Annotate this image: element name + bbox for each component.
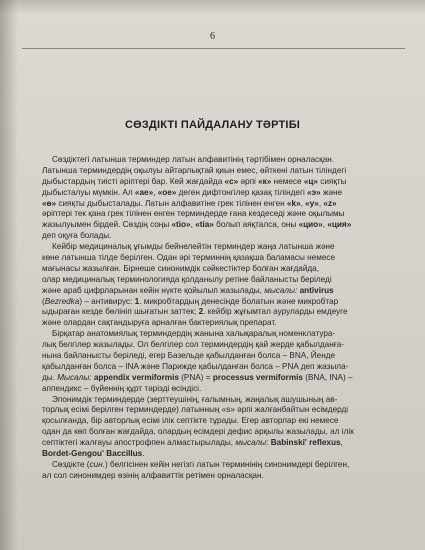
text-run: ыдыраған кезде бөлініп шығатын заттек;: [42, 307, 199, 317]
text-run: мысалы:: [235, 438, 269, 448]
text-run: ,: [153, 187, 158, 197]
text-run: «ц»: [303, 176, 318, 186]
text-run: «ae»: [134, 187, 154, 197]
text-run: жазылуымен бірдей. Сөздің соңы: [42, 220, 172, 230]
text-run: Babinski' reflexus: [270, 438, 341, 448]
text-line: [42, 427, 394, 438]
text-run: antivirus: [299, 285, 334, 295]
text-line: [42, 242, 394, 253]
text-run: ,: [322, 220, 328, 230]
text-run: «tia»: [195, 220, 214, 230]
text-run: сияқты дыбысталады. Латын алфавитіне грек тілінен енген: [56, 198, 287, 208]
text-run: олар медициналық терминологияда қолданылу ретіне байланысты беріледі: [42, 274, 332, 284]
text-line: [42, 460, 394, 471]
text-line: [42, 395, 394, 406]
text-run: ал сол синонимдер өзінің алфавиттік ретімен орналасқан.: [42, 470, 264, 480]
text-run: Bezredka: [44, 296, 80, 306]
text-run: ,: [190, 220, 196, 230]
page-number: 6: [210, 31, 215, 42]
text-run: дыбыстардың тиісті әріптері бар. Кей жағдайда: [42, 176, 225, 186]
text-line: [42, 351, 394, 362]
text-run: .: [142, 449, 145, 459]
text-line: [42, 340, 394, 351]
text-line: [42, 275, 394, 286]
text-run: мағынасы жазылған. Бірнеше синонимдік сәйкестіктер болған жағдайда,: [42, 263, 320, 273]
text-run: ды.: [42, 372, 58, 382]
text-run: ) белгісінен кейін негізгі латын терминінің синонимдері берілген,: [104, 459, 350, 469]
text-run: . микробтардың денесінде болатын және микробтар: [139, 296, 339, 306]
text-line: [42, 188, 394, 199]
text-run: қосылғанда, бір авторлық есімі ілік септікте тұрады. Егер авторлар екі немесе: [42, 416, 339, 426]
text-run: торлық есімі берілген терминдерде) латынның «s» әрпі жалғанбайтын есімдерді: [42, 405, 349, 415]
text-run: мысалы:: [264, 285, 298, 295]
text-run: «с»: [224, 176, 239, 186]
text-line: [42, 264, 394, 275]
text-run: «k»: [286, 198, 301, 208]
text-run: син.: [89, 459, 105, 469]
text-run: 2: [198, 307, 204, 317]
text-run: және олардан сақтандыруға арналған бактериялық препарат.: [42, 318, 277, 328]
text-run: және араб цифрларынан кейін нүкте қойылып жазылады,: [42, 285, 265, 295]
text-run: «ция»: [327, 220, 352, 230]
text-line: [42, 384, 394, 395]
text-run: дыбысталуы мүмкін. Ал: [42, 187, 135, 197]
text-run: лық белгілер жазылады. Ол белгілер сол терминдердің қай жерде қабылданға-: [42, 340, 344, 350]
text-run: немесе: [271, 176, 304, 186]
text-run: . кейбір жұғымтал ауруларды емдеуге: [203, 307, 348, 317]
text-run: ,: [318, 198, 324, 208]
text-line: [42, 166, 394, 177]
text-run: қабылданған болса – INA және Парижде қабылданған болса – PNA деп жазыла-: [42, 361, 349, 371]
text-run: көне латынша тілде берілген. Одан әрі терминнің қазақша баламасы немесе: [42, 253, 336, 263]
text-run: «ө»: [42, 198, 57, 208]
text-line: [42, 318, 394, 329]
text-run: processus vermiformis: [212, 372, 303, 382]
text-run: ) – антивирус:: [79, 296, 135, 306]
text-line: [42, 471, 394, 482]
text-run: Bordet-Gengou' Baccillus: [42, 449, 143, 459]
text-line: [42, 438, 394, 449]
text-run: одан да көп болған жағдайда, олардың есімдері дефис арқылы жазылады, ал ілік: [42, 427, 354, 437]
header-rule: [22, 48, 405, 49]
text-line: [42, 199, 394, 210]
top-shadow: [0, 0, 425, 14]
text-run: «z»: [323, 198, 337, 208]
text-run: (PNA) =: [178, 372, 213, 382]
text-line: [42, 329, 394, 340]
text-run: Бірқатар анатомиялық терминдердің жанына халықаралық номенклатура-: [52, 329, 336, 339]
text-run: (BNA, INA) –: [302, 372, 353, 382]
text-line: [42, 220, 394, 231]
text-run: Сөздікте (: [52, 459, 90, 469]
text-run: әрпі: [238, 176, 259, 186]
text-run: аппендикс – бүйеннің құрт тәрізді өсіндісі.: [42, 383, 202, 393]
text-run: «к»: [258, 176, 272, 186]
text-line: [42, 177, 394, 188]
text-run: (: [42, 296, 45, 306]
text-line: [42, 231, 394, 242]
text-run: деп оқуға болады.: [42, 231, 112, 241]
text-run: «цио»: [298, 220, 323, 230]
text-run: ,: [300, 198, 306, 208]
text-run: «э»: [307, 187, 321, 197]
text-run: нына байланысты беріледі, егер Базельде қабылданған болса – BNA, Йенде: [42, 351, 336, 361]
text-run: Латынша терминдердің оқылуы айтарлықтай қиын емес, өйткені латын тіліндегі: [42, 165, 347, 175]
text-line: [42, 416, 394, 427]
text-line: [42, 253, 394, 264]
text-run: және: [320, 187, 343, 197]
text-run: ,: [340, 438, 343, 448]
text-run: «oe»: [157, 187, 177, 197]
text-run: Кейбір медициналық ұғымды бейнелейтін терминдер жаңа латынша және: [52, 242, 335, 252]
text-line: [42, 373, 394, 384]
text-line: [42, 209, 394, 220]
text-run: «y»: [305, 198, 319, 208]
body-text: [42, 155, 394, 482]
text-line: [42, 362, 394, 373]
text-run: Эпонимдік терминдерде (зерттеушінің, ғалымның, жаңалық ашушының ав-: [52, 394, 338, 404]
text-run: болып аяқталса, оны: [213, 220, 299, 230]
text-run: 1: [134, 296, 140, 306]
text-line: [42, 449, 394, 460]
text-line: [42, 405, 394, 416]
text-run: Сөздіктегі латынша терминдер латын алфавитінің тәртібімен орналасқан.: [52, 155, 335, 164]
text-line: [42, 155, 394, 166]
text-run: «tio»: [171, 220, 191, 230]
binding-shadow: [0, 0, 18, 550]
text-run: әріптері тек қана грек тілінен енген терминдерде ғана кездеседі және оқылымы: [42, 209, 345, 219]
text-line: [42, 307, 394, 318]
text-run: сияқты: [317, 176, 347, 186]
text-run: септіктегі жалғауы апострофпен алмастырылады,: [42, 438, 236, 448]
text-line: [42, 297, 394, 308]
text-run: Мысалы:: [57, 372, 92, 382]
text-run: деген дифтонгілер қазақ тіліндегі: [176, 187, 308, 197]
text-run: appendix vermiformis: [93, 372, 179, 382]
text-line: [42, 286, 394, 297]
section-heading: СӨЗДІКТІ ПАЙДАЛАНУ ТӘРТІБІ: [124, 119, 301, 131]
